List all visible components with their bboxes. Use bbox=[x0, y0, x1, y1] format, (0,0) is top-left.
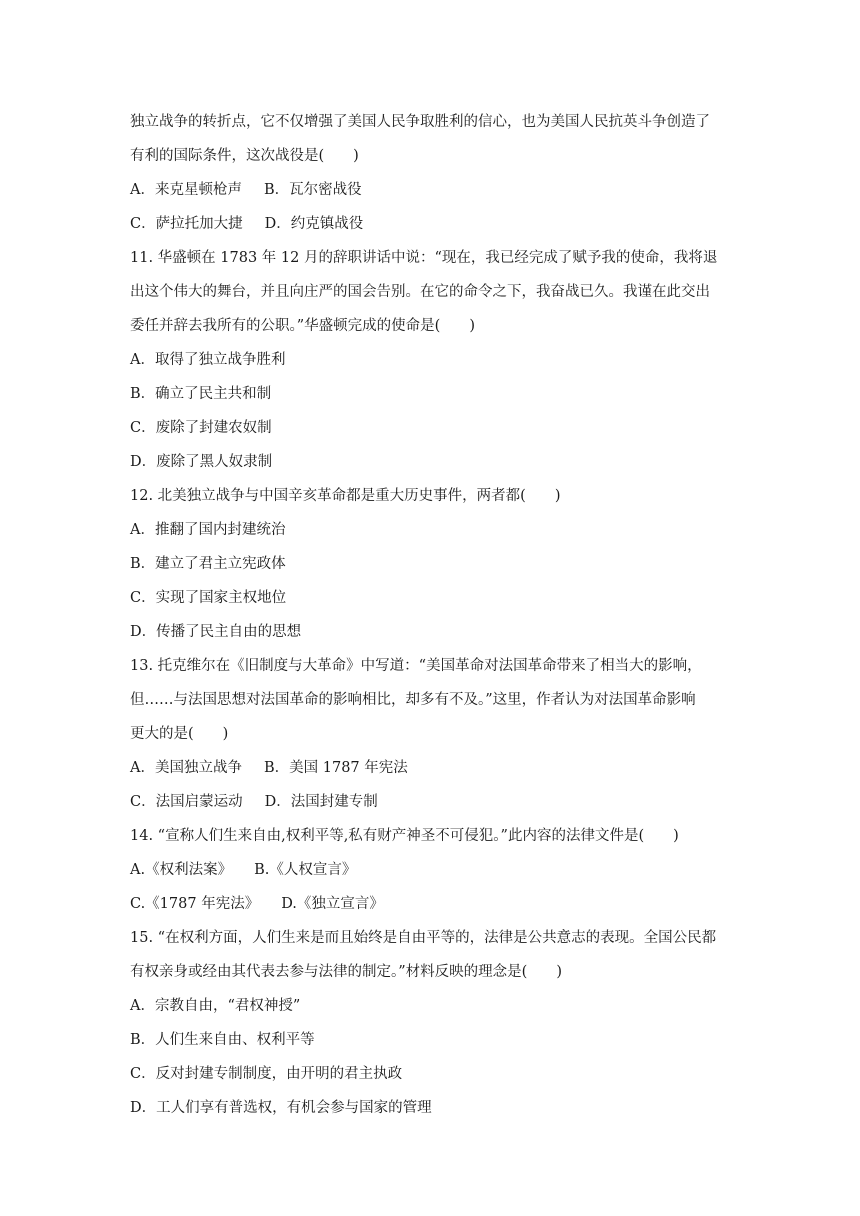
question-text-line: 14. “宣称人们生来自由,权利平等,私有财产神圣不可侵犯。”此内容的法律文件是( ) bbox=[130, 828, 679, 844]
option-row bbox=[130, 751, 735, 785]
question-text-line: 有权亲身或经由其代表去参与法律的制定。”材料反映的理念是( ) bbox=[130, 964, 562, 980]
option-b[interactable]: B．人们生来自由、权利平等 bbox=[130, 1032, 315, 1048]
option-b[interactable]: B．美国 1787 年宪法 bbox=[263, 760, 408, 776]
question-15 bbox=[130, 921, 735, 1125]
question-text-line: 委任并辞去我所有的公职。”华盛顿完成的使命是( ) bbox=[130, 318, 475, 334]
question-text-line: 出这个伟大的舞台，并且向庄严的国会告别。在它的命令之下，我奋战已久。我谨在此交出 bbox=[130, 284, 710, 300]
question-text-line: 12. 北美独立战争与中国辛亥革命都是重大历史事件，两者都( ) bbox=[130, 488, 561, 504]
question-text-line: 15. “在权利方面，人们生来是而且始终是自由平等的，法律是公共意志的表现。全国公民都 bbox=[130, 930, 717, 946]
option-c[interactable]: C．法国启蒙运动 bbox=[130, 794, 243, 810]
question-text-line: 独立战争的转折点，它不仅增强了美国人民争取胜利的信心，也为美国人民抗英斗争创造了 bbox=[130, 114, 710, 130]
option-a[interactable]: A．美国独立战争 bbox=[130, 760, 242, 776]
option-row bbox=[130, 853, 735, 887]
question-13 bbox=[130, 649, 735, 819]
option-b[interactable]: B．确立了民主共和制 bbox=[130, 386, 272, 402]
option-b[interactable]: B．建立了君主立宪政体 bbox=[130, 556, 286, 572]
question-text-line: 11. 华盛顿在 1783 年 12 月的辞职讲话中说：“现在，我已经完成了赋予我的使命，我将退 bbox=[130, 250, 718, 266]
option-a[interactable]: A．来克星顿枪声 bbox=[130, 182, 242, 198]
option-b[interactable]: B．瓦尔密战役 bbox=[263, 182, 362, 198]
question-10 bbox=[130, 105, 735, 241]
option-a[interactable]: A．推翻了国内封建统治 bbox=[130, 522, 286, 538]
option-d[interactable]: D．工人们享有普选权，有机会参与国家的管理 bbox=[130, 1100, 432, 1116]
option-c[interactable]: C．萨拉托加大捷 bbox=[130, 216, 243, 232]
option-c[interactable]: C.《1787 年宪法》 bbox=[130, 896, 260, 912]
option-d[interactable]: D．法国封建专制 bbox=[264, 794, 378, 810]
question-14 bbox=[130, 819, 735, 921]
question-12 bbox=[130, 479, 735, 649]
option-d[interactable]: D．废除了黑人奴隶制 bbox=[130, 454, 273, 470]
option-row bbox=[130, 887, 735, 921]
option-row bbox=[130, 207, 735, 241]
option-row bbox=[130, 173, 735, 207]
question-text-line: 有利的国际条件，这次战役是( ) bbox=[130, 148, 359, 164]
option-row bbox=[130, 785, 735, 819]
option-a[interactable]: A.《权利法案》 bbox=[130, 862, 233, 878]
exam-page bbox=[130, 105, 735, 1125]
option-a[interactable]: A．宗教自由，“君权神授” bbox=[130, 998, 301, 1014]
option-c[interactable]: C．废除了封建农奴制 bbox=[130, 420, 272, 436]
option-b[interactable]: B.《人权宣言》 bbox=[254, 862, 357, 878]
option-c[interactable]: C．反对封建专制制度，由开明的君主执政 bbox=[130, 1066, 403, 1082]
question-text-line: 但……与法国思想对法国革命的影响相比，却多有不及。”这里，作者认为对法国革命影响 bbox=[130, 692, 696, 708]
option-c[interactable]: C．实现了国家主权地位 bbox=[130, 590, 287, 606]
question-11 bbox=[130, 241, 735, 479]
option-d[interactable]: D.《独立宣言》 bbox=[281, 896, 384, 912]
option-a[interactable]: A．取得了独立战争胜利 bbox=[130, 352, 286, 368]
option-d[interactable]: D．传播了民主自由的思想 bbox=[130, 624, 302, 640]
question-text-line: 13. 托克维尔在《旧制度与大革命》中写道：“美国革命对法国革命带来了相当大的影响， bbox=[130, 658, 702, 674]
option-d[interactable]: D．约克镇战役 bbox=[264, 216, 364, 232]
question-text-line: 更大的是( ) bbox=[130, 726, 229, 742]
